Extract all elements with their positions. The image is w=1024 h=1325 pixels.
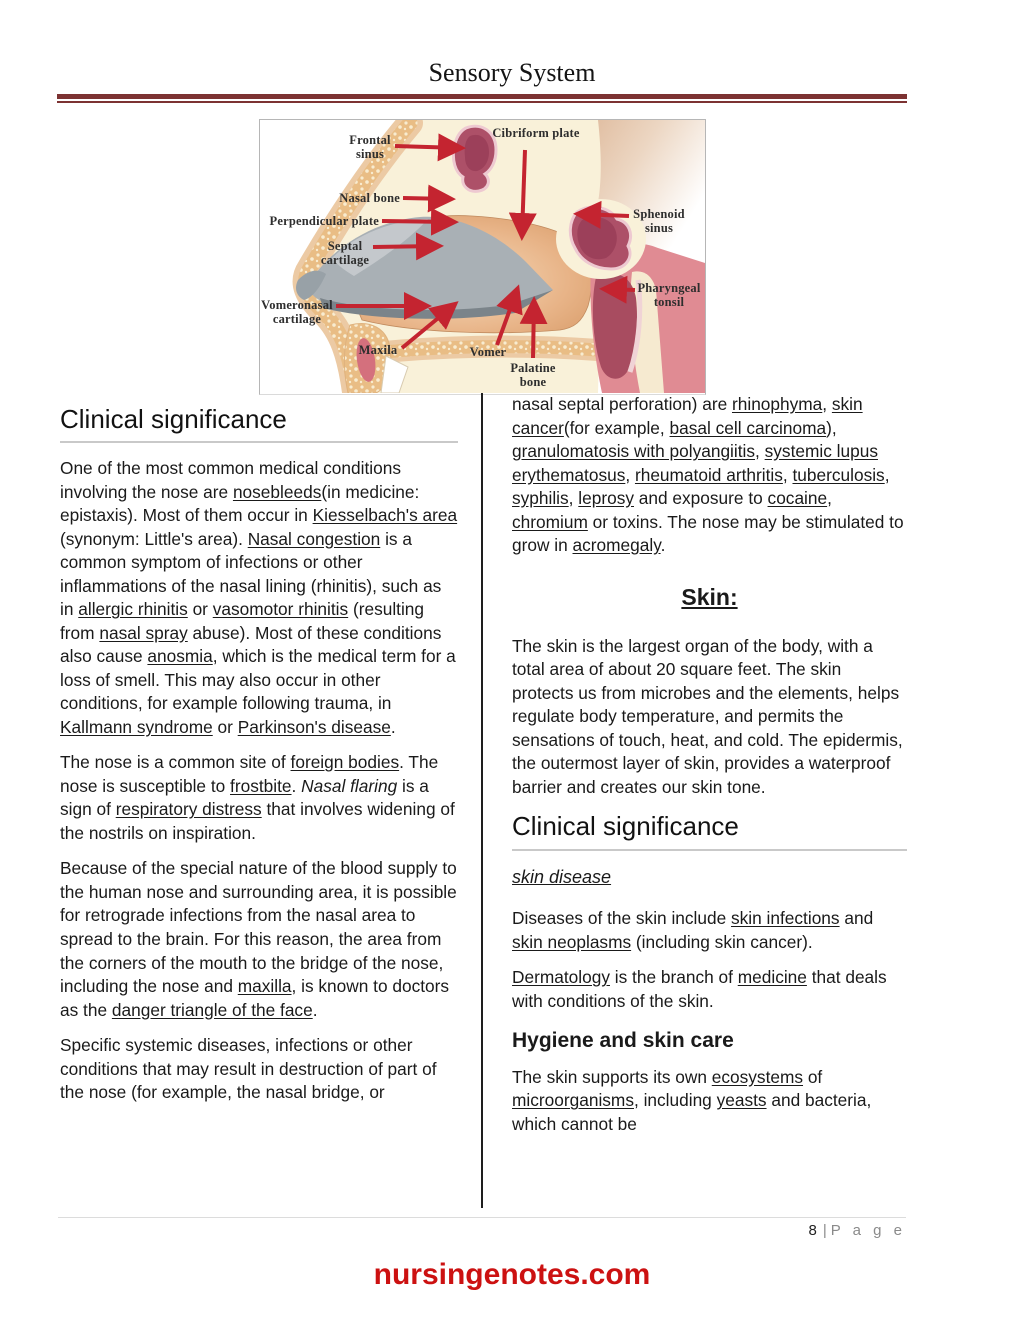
- term-link[interactable]: yeasts: [716, 1090, 767, 1111]
- term-link[interactable]: tuberculosis: [792, 464, 885, 485]
- text-run: abuse). Most of these conditions also cause: [60, 622, 442, 667]
- term-link[interactable]: basal cell carcinoma: [669, 417, 827, 438]
- label-vomeronasal-cartilage: Vomeronasal: [261, 298, 333, 312]
- term-link[interactable]: respiratory distress: [115, 799, 262, 820]
- term-link[interactable]: foreign bodies: [290, 752, 400, 773]
- paragraph-foreign-bodies: [60, 751, 458, 845]
- label-frontal-sinus: Frontal: [349, 133, 391, 147]
- arrow-frontal-sinus: [395, 146, 460, 148]
- paragraph-skin-overview: [512, 635, 907, 800]
- text-run: , is known to doctors as the: [60, 976, 450, 1020]
- hygiene-heading: Hygiene and skin care: [512, 1029, 734, 1053]
- svg-text:tonsil: tonsil: [653, 295, 685, 309]
- page-number: [58, 1222, 906, 1239]
- paragraph-dermatology: [512, 966, 907, 1013]
- svg-text:bone: bone: [519, 375, 547, 389]
- term-link[interactable]: medicine: [737, 967, 807, 988]
- term-link[interactable]: frostbite: [230, 775, 292, 796]
- paragraph-skin-diseases: [512, 907, 907, 954]
- clinical-significance-heading-skin: Clinical significance: [512, 811, 907, 850]
- text-run: One of the most common medical conditions involving the nose are: [60, 458, 401, 502]
- text-run: or: [212, 716, 238, 737]
- term-link[interactable]: ecosystems: [711, 1066, 804, 1087]
- paragraph-septal-perforation: [512, 393, 907, 558]
- text-run: (synonym: Little's area).: [60, 528, 248, 549]
- clinical-significance-heading-nose: Clinical significance: [60, 404, 458, 443]
- term-link[interactable]: skin infections: [731, 908, 840, 929]
- text-run: (including skin cancer).: [631, 931, 813, 952]
- text-run: .: [291, 775, 302, 796]
- term-link[interactable]: Kiesselbach's area: [312, 505, 458, 526]
- term-link[interactable]: rheumatoid arthritis: [634, 464, 783, 485]
- text-run: or: [187, 599, 213, 620]
- term-link[interactable]: Dermatology: [512, 967, 610, 988]
- text-run: Nasal flaring: [301, 775, 398, 796]
- text-run: ,: [782, 464, 793, 485]
- term-link[interactable]: allergic rhinitis: [78, 599, 188, 620]
- arrow-nasal-bone: [403, 198, 450, 199]
- skin-heading: Skin:: [681, 583, 738, 610]
- term-link[interactable]: syphilis: [512, 488, 569, 509]
- column-divider: [481, 393, 483, 1208]
- label-sphenoid-sinus: Sphenoid: [633, 207, 685, 221]
- term-link[interactable]: Kallmann syndrome: [60, 716, 213, 737]
- arrow-pharyngeal-tonsil: [605, 289, 635, 290]
- term-link[interactable]: nasal spray: [99, 622, 188, 643]
- text-run: The nose is a common site of: [60, 752, 291, 773]
- text-run: Specific systemic diseases, infections or other conditions that may result in destruction of part of the nose (for example, the nasal bridge, or: [60, 1035, 437, 1103]
- title-rule: [57, 94, 907, 103]
- footer-rule: [58, 1217, 906, 1218]
- text-run: The skin supports its own: [512, 1066, 712, 1087]
- svg-text:cartilage: cartilage: [320, 253, 370, 267]
- page-number-separator: |: [822, 1222, 827, 1239]
- text-run: ,: [625, 464, 635, 485]
- term-link[interactable]: acromegaly: [572, 535, 661, 556]
- text-run: or toxins. The nose may be stimulated to grow in: [512, 511, 904, 556]
- left-column: [60, 404, 458, 1117]
- svg-text:cartilage: cartilage: [272, 312, 322, 326]
- text-run: nasal septal perforation) are: [512, 394, 732, 414]
- text-run: .: [660, 535, 666, 556]
- arrow-septal-cartilage: [373, 246, 438, 247]
- right-column: [512, 393, 907, 1148]
- term-link[interactable]: microorganisms: [512, 1090, 634, 1111]
- term-link[interactable]: Parkinson's disease: [237, 716, 391, 737]
- text-run: that involves widening of the nostrils on inspiration.: [60, 799, 455, 843]
- skin-disease-subheading: skin disease: [512, 866, 612, 887]
- nasal-anatomy-diagram: [259, 119, 706, 395]
- term-link[interactable]: cocaine: [767, 488, 828, 509]
- term-link[interactable]: skin cancer: [512, 394, 863, 438]
- term-link[interactable]: rhinophyma: [731, 394, 823, 414]
- term-link[interactable]: maxilla: [237, 976, 292, 997]
- text-run: . The nose is susceptible to: [60, 752, 439, 796]
- paragraph-hygiene: [512, 1066, 907, 1137]
- term-link[interactable]: danger triangle of the face: [111, 999, 313, 1020]
- text-run: and exposure to: [634, 488, 768, 509]
- text-run: and: [839, 908, 874, 929]
- label-septal-cartilage: Septal: [327, 239, 363, 253]
- term-link[interactable]: nosebleeds: [232, 481, 322, 502]
- label-pharyngeal-tonsil: Pharyngeal: [637, 281, 701, 295]
- text-run: ,: [755, 441, 765, 462]
- title-rule-thin: [57, 101, 907, 103]
- site-footer: nursingenotes.com: [373, 1258, 651, 1291]
- term-link[interactable]: chromium: [512, 511, 588, 532]
- text-run: of: [803, 1066, 823, 1087]
- text-run: ),: [826, 417, 837, 438]
- text-run: (resulting from: [60, 599, 425, 643]
- term-link[interactable]: Nasal congestion: [247, 528, 381, 549]
- text-run: .: [390, 716, 396, 737]
- text-run: is a common symptom of infections or other inflammations of the nasal lining (rhinitis), such as in: [60, 528, 442, 620]
- paragraph-nosebleeds: [60, 457, 458, 739]
- svg-text:sinus: sinus: [355, 147, 385, 161]
- paragraph-danger-triangle: [60, 857, 458, 1022]
- text-run: .: [312, 999, 318, 1020]
- text-run: ,: [884, 464, 890, 485]
- arrow-sphenoid-sinus: [579, 214, 629, 216]
- arrow-palatine-bone: [533, 302, 534, 358]
- label-cibriform-plate: Cibriform plate: [492, 126, 580, 140]
- text-run: and bacteria, which cannot be: [512, 1090, 872, 1134]
- nasal-anatomy-svg: [260, 120, 705, 393]
- paragraph-systemic-diseases: [60, 1034, 458, 1105]
- term-link[interactable]: skin neoplasms: [512, 931, 632, 952]
- page-title: Sensory System: [428, 58, 596, 87]
- text-run: that deals with conditions of the skin.: [512, 967, 887, 1011]
- label-vomer: Vomer: [469, 345, 507, 359]
- text-run: ,: [827, 488, 832, 509]
- label-maxila: Maxila: [358, 343, 398, 357]
- term-link[interactable]: systemic lupus erythematosus: [512, 441, 878, 485]
- text-run: (in medicine: epistaxis). Most of them occur in: [60, 481, 420, 526]
- label-palatine-bone: Palatine: [510, 361, 556, 375]
- label-nasal-bone: Nasal bone: [339, 191, 400, 205]
- term-link[interactable]: vasomotor rhinitis: [212, 599, 349, 620]
- text-run: Diseases of the skin include: [512, 908, 732, 929]
- text-run: ,: [822, 394, 832, 414]
- term-link[interactable]: leprosy: [578, 488, 634, 509]
- text-run: is the branch of: [609, 967, 738, 988]
- text-run: , which is the medical term for a loss of smell. This may also occur in other conditions, for example following trauma, in: [60, 646, 456, 714]
- text-run: is a sign of: [60, 775, 429, 820]
- text-run: (for example,: [563, 417, 670, 438]
- text-run: , including: [633, 1090, 717, 1111]
- page-number-value: 8: [808, 1222, 817, 1239]
- text-run: ,: [568, 488, 579, 509]
- text-run: The skin is the largest organ of the body, with a total area of about 20 square feet. The skin protects us from microbes and the elements, helps regulate body temperature, and permits the sensations of touch, heat, and cold. The epidermis, the outermost layer of skin, provides a waterproof barrier and creates our skin tone.: [512, 635, 903, 797]
- svg-text:sinus: sinus: [644, 221, 674, 235]
- page-word: P a g e: [830, 1222, 906, 1239]
- text-run: Because of the special nature of the blood supply to the human nose and surrounding area, it is possible for retrograde infections from the nasal area to spread to the brain. For this reason, the area from the corners of the mouth to the bridge of the nose, including the nose and: [60, 858, 457, 997]
- label-perpendicular-plate: Perpendicular plate: [269, 214, 379, 228]
- term-link[interactable]: granulomatosis with polyangiitis: [512, 441, 756, 462]
- arrow-perpendicular-plate: [382, 221, 453, 222]
- term-link[interactable]: anosmia: [147, 646, 213, 667]
